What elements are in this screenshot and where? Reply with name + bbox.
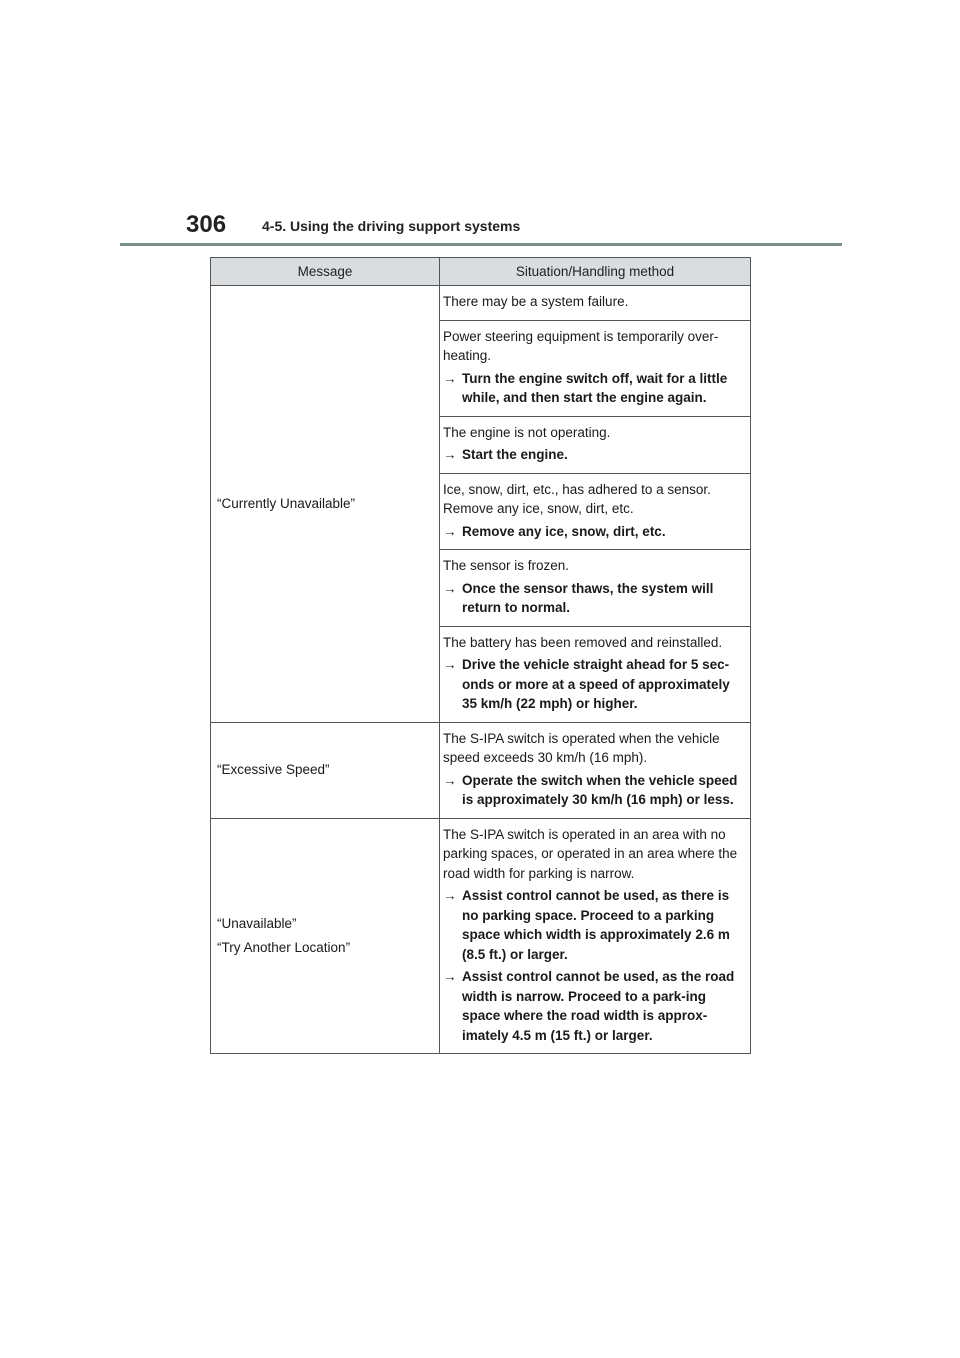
column-header-message: Message [211,258,440,286]
column-header-situation: Situation/Handling method [440,258,751,286]
situation-text: There may be a system failure. [443,294,629,309]
handling-action [443,771,744,810]
right-arrow-icon: → [443,969,457,984]
handling-action [443,445,744,465]
table-row [211,722,751,818]
action-text: Remove any ice, snow, dirt, etc. [462,523,666,539]
handling-action [443,886,744,964]
situation-cell [440,818,751,1054]
message-cell [211,286,440,723]
situation-text: The engine is not operating. [443,424,611,440]
handling-action [443,967,744,1045]
message-text: “Excessive Speed” [217,762,330,778]
situation-text: The sensor is frozen. [443,558,570,573]
message-cell [211,818,440,1054]
situation-block [440,474,750,551]
message-text: “Unavailable” [217,915,297,931]
handling-action [443,522,744,542]
situation-block [440,550,750,627]
situation-cell [440,722,751,818]
right-arrow-icon: → [443,657,457,672]
right-arrow-icon: → [443,580,457,596]
situation-text: Ice, snow, dirt, etc., has adhered to a sensor. Remove any ice, snow, dirt, etc. [443,481,711,516]
situation-text: The battery has been removed and reinstalled. [443,634,723,650]
situation-block [440,417,750,474]
table-body [211,286,751,1054]
table-row [211,286,751,723]
situation-block [440,321,750,417]
message-cell [211,722,440,818]
handling-action [443,369,744,408]
action-text: Assist control cannot be used, as the road width is narrow. Proceed to a park-ing space where the road width is approx-imately 4.5 m (15 ft.) or larger. [462,969,735,1043]
situation-block [440,627,750,722]
right-arrow-icon: → [443,523,457,539]
situation-block [440,819,750,1054]
action-text: Turn the engine switch off, wait for a little while, and then start the engine again. [462,370,728,405]
section-title: 4-5. Using the driving support systems [262,218,521,234]
right-arrow-icon: → [443,370,457,386]
table-row [211,818,751,1054]
message-text: “Currently Unavailable” [217,496,356,511]
action-text: Assist control cannot be used, as there is no parking space. Proceed to a parking space which width is approximately 2.6 m (8.5 ft.) or larger. [462,888,730,962]
action-text: Drive the vehicle straight ahead for 5 sec-onds or more at a speed of approximately 35 km/h (22 mph) or higher. [462,657,730,711]
right-arrow-icon: → [443,447,457,462]
message-table [210,257,751,1054]
page-number: 306 [186,211,227,238]
situation-text: Power steering equipment is temporarily over-heating. [443,328,719,363]
situation-text: The S-IPA switch is operated in an area with no parking spaces, or operated in an area where the road width for parking is narrow. [443,826,738,881]
situation-block [440,723,750,818]
situation-text: The S-IPA switch is operated when the vehicle speed exceeds 30 km/h (16 mph). [443,730,720,765]
situation-block [440,286,750,321]
right-arrow-icon: → [443,888,457,903]
handling-action [443,579,744,618]
action-text: Once the sensor thaws, the system will return to normal. [462,580,714,615]
situation-cell [440,286,751,723]
right-arrow-icon: → [443,772,457,788]
action-text: Operate the switch when the vehicle speed is approximately 30 km/h (16 mph) or less. [462,772,738,807]
message-text: “Try Another Location” [217,940,351,956]
action-text: Start the engine. [462,447,568,462]
header-divider [120,243,842,246]
table-header-row [211,258,751,286]
handling-action [443,655,744,714]
